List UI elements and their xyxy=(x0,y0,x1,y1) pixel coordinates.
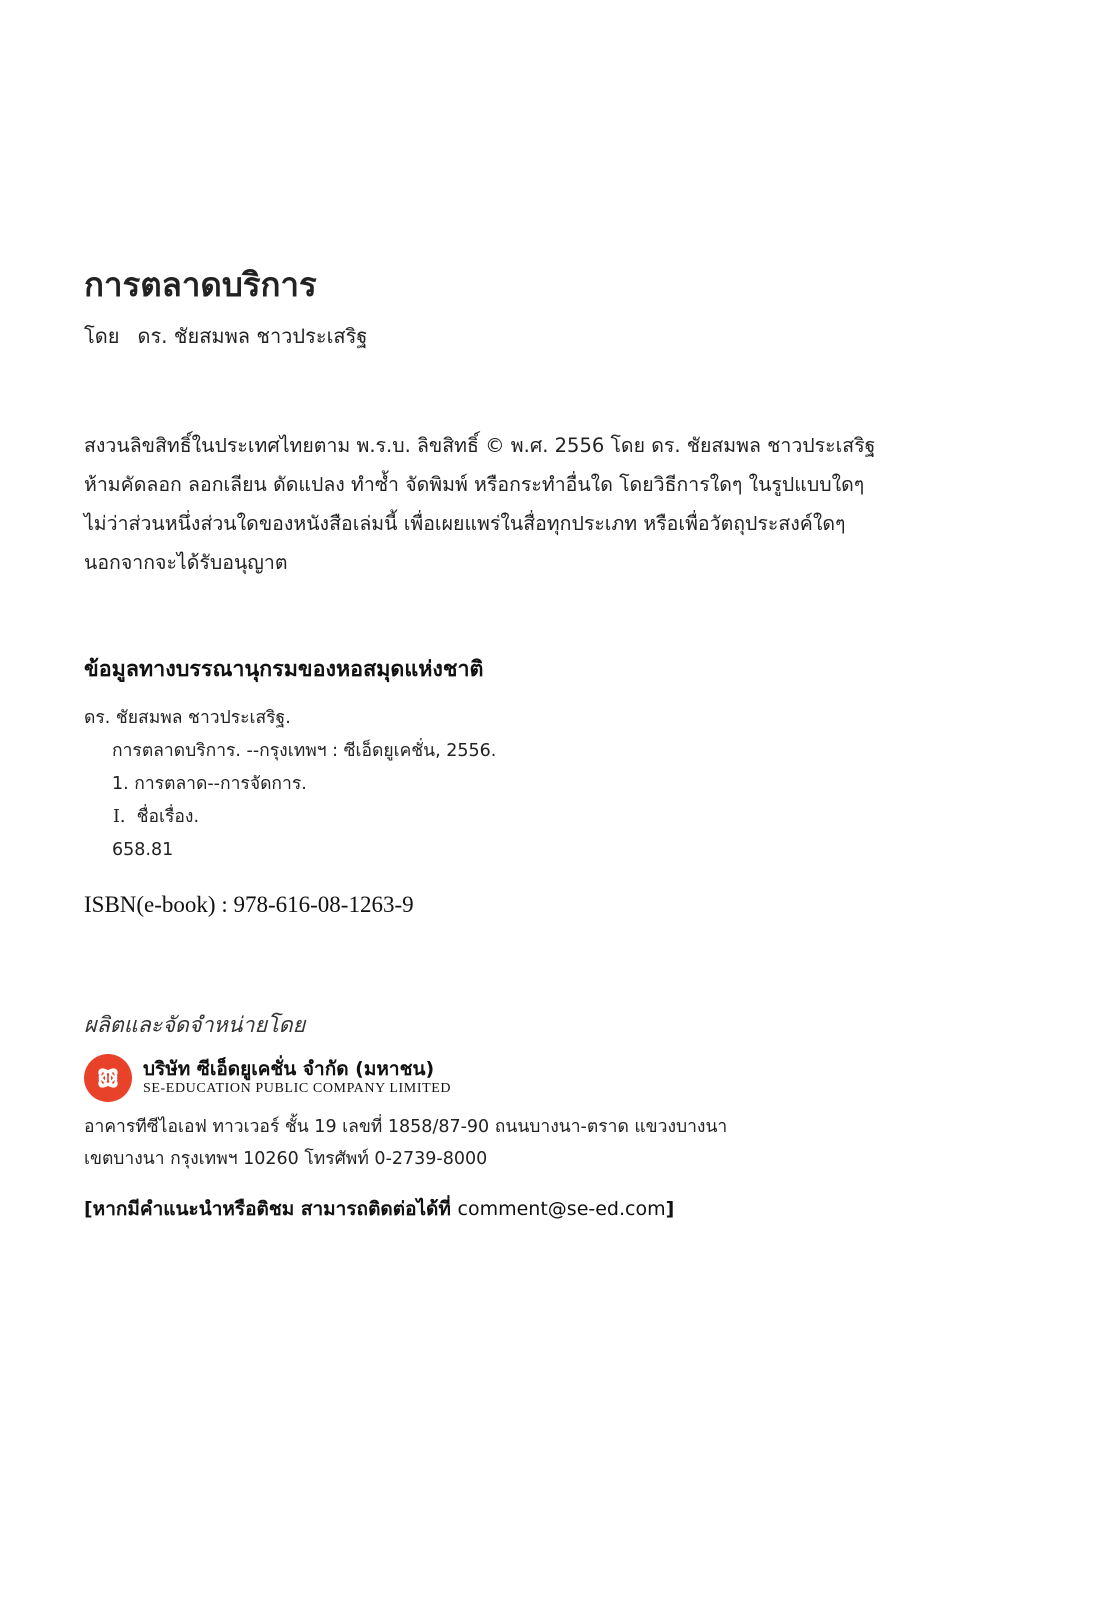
catalog-class-number: 658.81 xyxy=(112,840,174,860)
copyright-line: นอกจากจะได้รับอนุญาต xyxy=(84,551,288,574)
copyright-notice xyxy=(84,426,875,582)
contact-prefix: [หากมีคำแนะนำหรือติชม สามารถติดต่อได้ที่ xyxy=(84,1198,458,1220)
company-name-thai: บริษัท ซีเอ็ดยูเคชั่น จำกัด (มหาชน) xyxy=(143,1058,435,1080)
catalog-heading: ข้อมูลทางบรรณานุกรมของหอสมุดแห่งชาติ xyxy=(84,657,484,682)
author-name: ดร. ชัยสมพล ชาวประเสริฐ xyxy=(137,324,368,348)
copyright-line: สงวนลิขสิทธิ์ในประเทศไทยตาม พ.ร.บ. ลิขสิทธิ์ © พ.ศ. 2556 โดย ดร. ชัยสมพล ชาวประเสริฐ xyxy=(84,434,876,457)
book-title: การตลาดบริการ xyxy=(84,265,317,304)
catalog-subject: 1. การตลาด--การจัดการ. xyxy=(112,774,307,794)
contact-email[interactable]: comment@se-ed.com xyxy=(457,1198,666,1220)
produced-by-label: ผลิตและจัดจำหน่ายโดย xyxy=(84,1013,306,1038)
catalog-title: การตลาดบริการ. --กรุงเทพฯ : ซีเอ็ดยูเคชั่น, 2556. xyxy=(112,741,497,761)
roman-entry-text: ชื่อเรื่อง. xyxy=(136,807,200,827)
contact-line xyxy=(84,1194,674,1224)
se-ed-logo-icon xyxy=(84,1054,132,1102)
catalog-record xyxy=(84,702,496,867)
copyright-line: ห้ามคัดลอก ลอกเลียน ดัดแปลง ทำซ้ำ จัดพิมพ์ หรือกระทำอื่นใด โดยวิธีการใดๆ ในรูปแบบใดๆ xyxy=(84,473,865,496)
publisher-address xyxy=(84,1111,727,1175)
address-line: เขตบางนา กรุงเทพฯ 10260 โทรศัพท์ 0-2739-8000 xyxy=(84,1149,488,1169)
roman-numeral: I. xyxy=(113,807,126,827)
contact-suffix: ] xyxy=(665,1198,675,1220)
copyright-line: ไม่ว่าส่วนหนึ่งส่วนใดของหนังสือเล่มนี้ เพื่อเผยแพร่ในสื่อทุกประเภท หรือเพื่อวัตถุประสงค์ใดๆ xyxy=(84,512,846,535)
by-label: โดย xyxy=(84,324,120,348)
isbn: ISBN(e-book) : 978-616-08-1263-9 xyxy=(84,892,414,917)
catalog-title-entry xyxy=(84,801,496,834)
author-line xyxy=(84,320,367,352)
catalog-author: ดร. ชัยสมพล ชาวประเสริฐ. xyxy=(84,708,291,728)
se-ed-logo-mark xyxy=(84,1054,132,1102)
address-line: อาคารทีซีไอเอฟ ทาวเวอร์ ชั้น 19 เลขที่ 1858/87-90 ถนนบางนา-ตราด แขวงบางนา xyxy=(84,1117,728,1137)
company-name-english: SE-EDUCATION PUBLIC COMPANY LIMITED xyxy=(143,1081,452,1096)
